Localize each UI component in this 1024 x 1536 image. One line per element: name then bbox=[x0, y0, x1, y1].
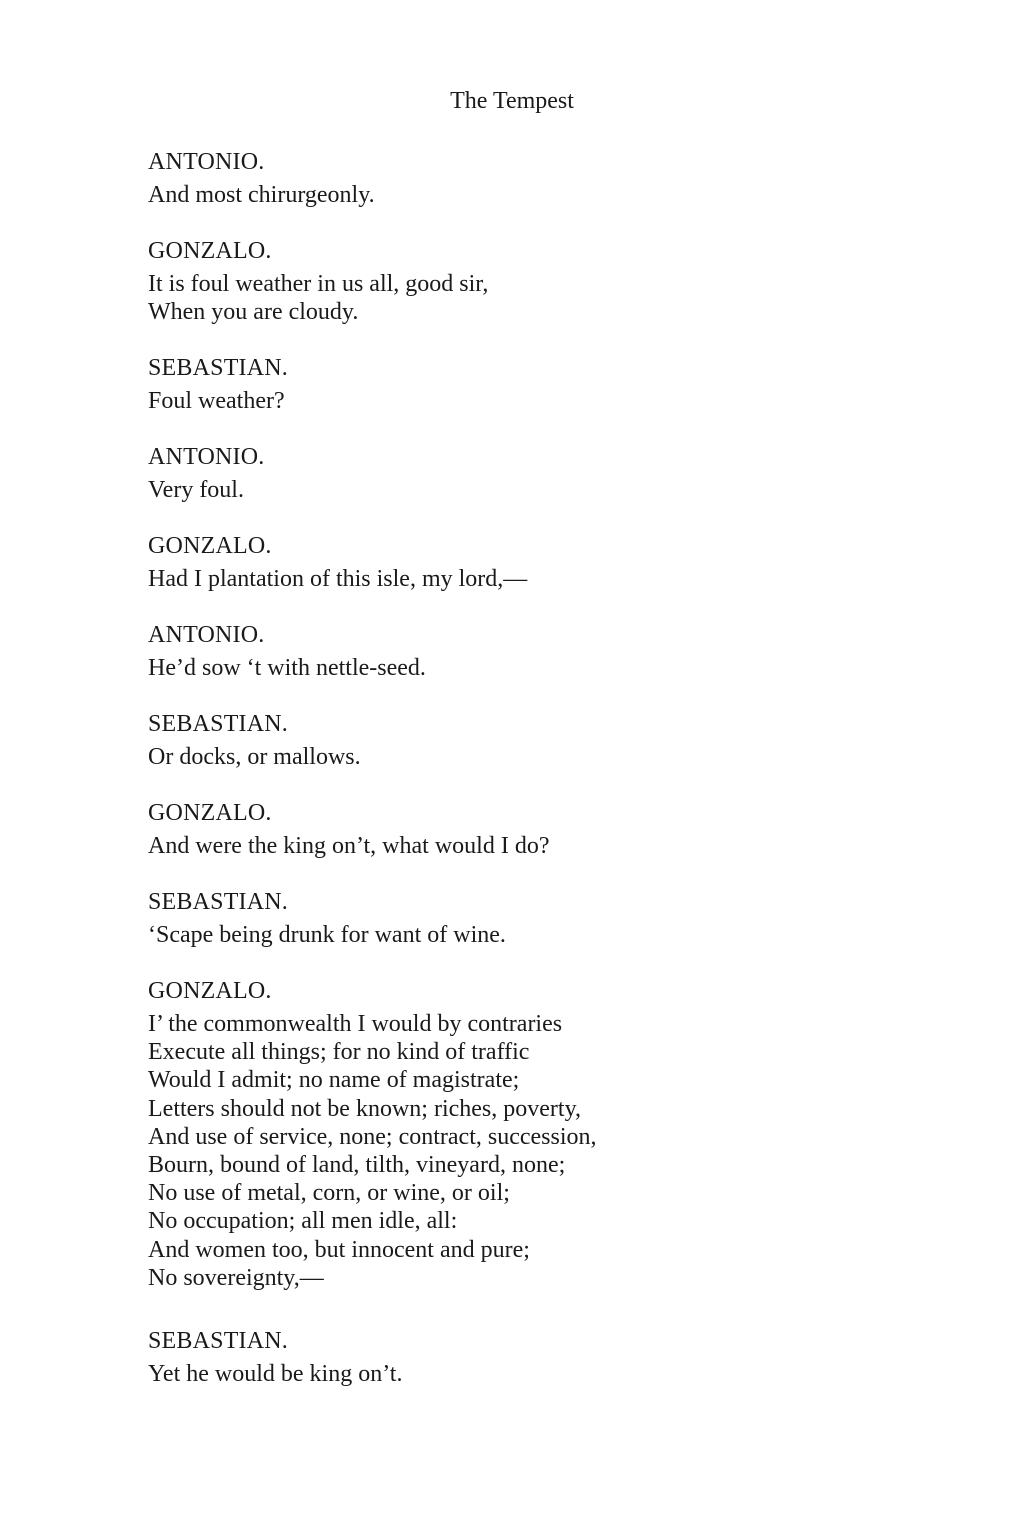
speech-block bbox=[148, 147, 908, 209]
speech-block bbox=[148, 976, 908, 1292]
speaker-name: GONZALO. bbox=[148, 238, 272, 264]
speaker-name: SEBASTIAN. bbox=[148, 711, 289, 737]
speaker-name: ANTONIO. bbox=[148, 149, 265, 175]
speech-line: And use of service, none; contract, succession, bbox=[148, 1123, 597, 1150]
speech-block bbox=[148, 709, 908, 771]
speech-line: No use of metal, corn, or wine, or oil; bbox=[148, 1180, 510, 1207]
speech-line: No occupation; all men idle, all: bbox=[148, 1208, 458, 1235]
speech-line: Or docks, or mallows. bbox=[148, 744, 361, 770]
speech-line: He’d sow ‘t with nettle-seed. bbox=[148, 655, 426, 681]
speaker-name: SEBASTIAN. bbox=[148, 1328, 289, 1354]
speech-line: Bourn, bound of land, tilth, vineyard, none; bbox=[148, 1152, 566, 1179]
speech-line: Very foul. bbox=[148, 477, 244, 503]
speaker-name: GONZALO. bbox=[148, 533, 272, 559]
speech-block bbox=[148, 442, 908, 504]
speech-line: Execute all things; for no kind of traffic bbox=[148, 1039, 530, 1066]
speech-block bbox=[148, 353, 908, 415]
speech-line: ‘Scape being drunk for want of wine. bbox=[148, 922, 506, 948]
speech-line: Had I plantation of this isle, my lord,— bbox=[148, 566, 528, 592]
speech-line: And most chirurgeonly. bbox=[148, 182, 375, 208]
speaker-name: ANTONIO. bbox=[148, 622, 265, 648]
speech-block bbox=[148, 620, 908, 682]
speaker-name: SEBASTIAN. bbox=[148, 355, 289, 381]
speech-line: And were the king on’t, what would I do? bbox=[148, 833, 550, 859]
speech-line: Yet he would be king on’t. bbox=[148, 1361, 403, 1387]
speech-block bbox=[148, 887, 908, 949]
speech-block bbox=[148, 1326, 908, 1388]
speech-block bbox=[148, 531, 908, 593]
running-title: The Tempest bbox=[450, 88, 574, 114]
speech-block bbox=[148, 798, 908, 860]
speaker-name: GONZALO. bbox=[148, 800, 272, 826]
speech-line: Letters should not be known; riches, poverty, bbox=[148, 1095, 582, 1122]
speech-line: When you are cloudy. bbox=[148, 299, 359, 326]
speaker-name: GONZALO. bbox=[148, 978, 272, 1004]
speaker-name: ANTONIO. bbox=[148, 444, 265, 470]
speech-line: It is foul weather in us all, good sir, bbox=[148, 271, 489, 297]
speech-line: I’ the commonwealth I would by contraries bbox=[148, 1011, 563, 1037]
speech-line: Foul weather? bbox=[148, 388, 285, 414]
speech-line: No sovereignty,— bbox=[148, 1264, 324, 1291]
speech-line: Would I admit; no name of magistrate; bbox=[148, 1067, 520, 1094]
speech-block bbox=[148, 236, 908, 326]
speaker-name: SEBASTIAN. bbox=[148, 889, 289, 915]
speech-line: And women too, but innocent and pure; bbox=[148, 1236, 530, 1263]
